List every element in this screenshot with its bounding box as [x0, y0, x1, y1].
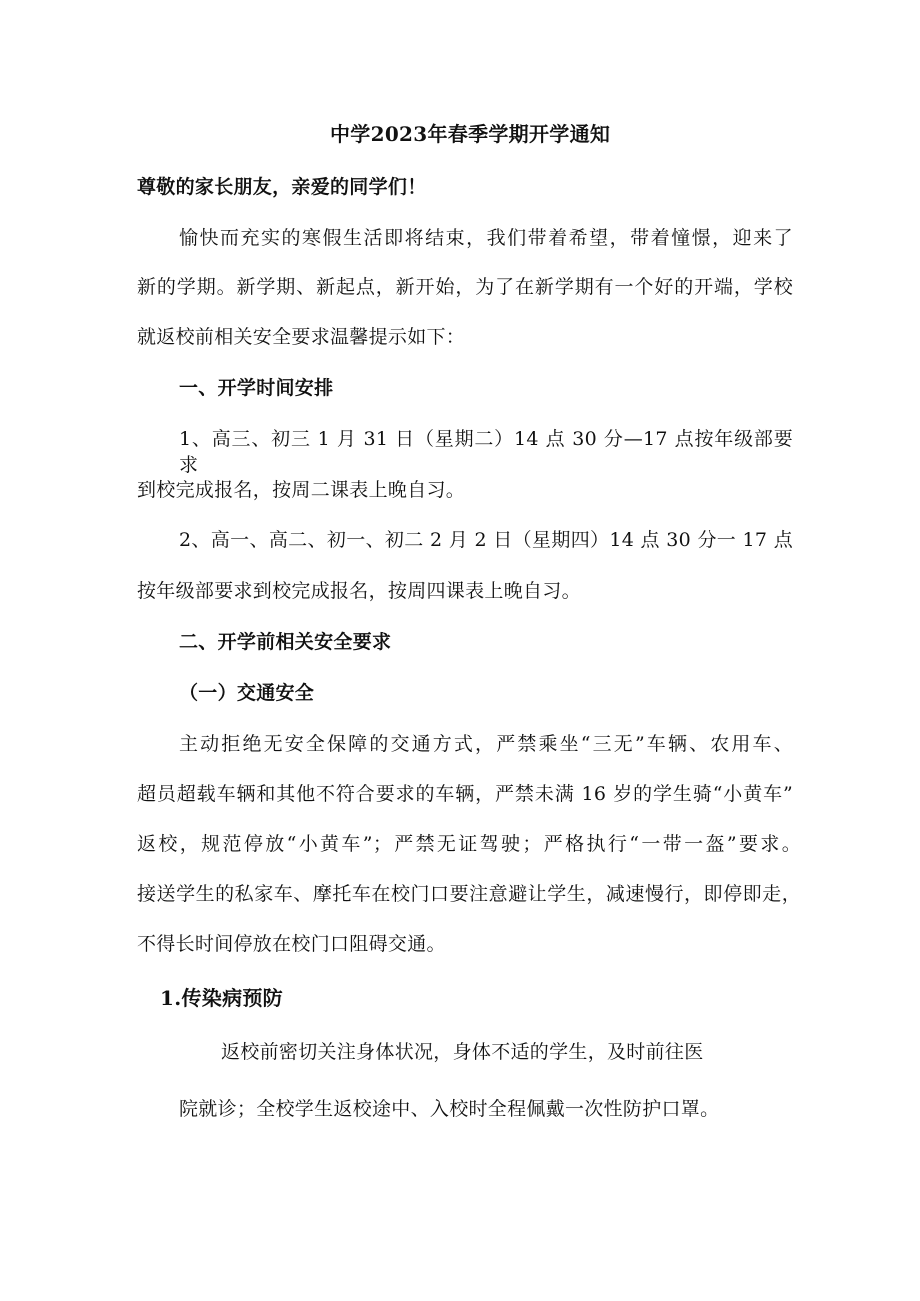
subsection-heading-disease: 1.传染病预防	[160, 986, 283, 1010]
schedule-item-2-line-2: 按年级部要求到校完成报名，按周四课表上晚自习。	[137, 580, 581, 602]
page-title: 中学2023年春季学期开学通知	[330, 122, 611, 146]
traffic-line-1: 主动拒绝无安全保障的交通方式，严禁乘坐“三无”车辆、农用车、	[179, 733, 793, 755]
disease-line-2: 院就诊；全校学生返校途中、入校时全程佩戴一次性防护口罩。	[179, 1098, 720, 1120]
intro-line-1: 愉快而充实的寒假生活即将结束，我们带着希望，带着憧憬，迎来了	[179, 227, 793, 249]
traffic-line-3: 返校，规范停放“小黄车”；严禁无证驾驶；严格执行“一带一盔”要求。	[137, 833, 801, 855]
section-heading-schedule: 一、开学时间安排	[179, 377, 334, 399]
salutation: 尊敬的家长朋友，亲爱的同学们！	[137, 176, 427, 198]
intro-line-2: 新的学期。新学期、新起点，新开始，为了在新学期有一个好的开端，学校	[137, 276, 793, 298]
section-heading-safety: 二、开学前相关安全要求	[179, 631, 392, 653]
disease-line-1: 返校前密切关注身体状况，身体不适的学生，及时前往医	[221, 1041, 704, 1063]
traffic-line-2: 超员超载车辆和其他不符合要求的车辆，严禁未满 16 岁的学生骑“小黄车”	[137, 783, 793, 805]
schedule-item-2-line-1: 2、高一、高二、初一、初二 2 月 2 日（星期四）14 点 30 分一 17 点	[179, 529, 793, 551]
subsection-heading-traffic: （一）交通安全	[179, 682, 315, 704]
traffic-line-4: 接送学生的私家车、摩托车在校门口要注意避让学生，减速慢行，即停即走，	[137, 883, 801, 905]
schedule-item-1-line-1: 1、高三、初三 1 月 31 日（星期二）14 点 30 分—17 点按年级部要求	[179, 428, 793, 476]
schedule-item-1-line-2: 到校完成报名，按周二课表上晚自习。	[137, 479, 466, 501]
traffic-line-5: 不得长时间停放在校门口阻碍交通。	[137, 933, 446, 955]
intro-line-3: 就返校前相关安全要求温馨提示如下：	[137, 326, 466, 348]
